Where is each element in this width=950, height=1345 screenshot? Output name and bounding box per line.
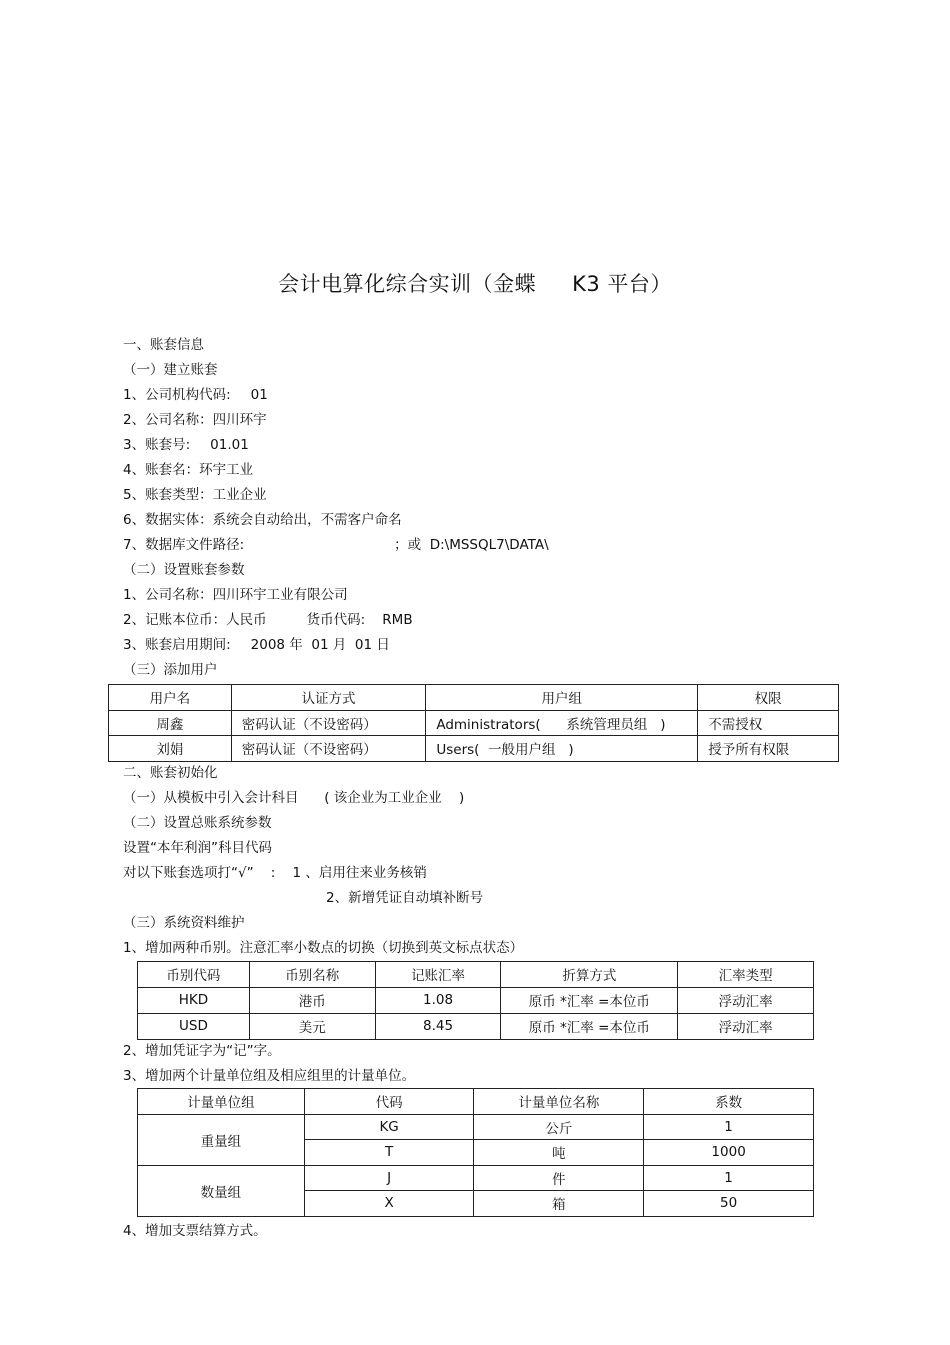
table-cell: 原币 *汇率 =本位币 (501, 1013, 678, 1039)
users-table (108, 684, 839, 762)
check-instruction: 4、增加支票结算方式。 (123, 1223, 267, 1239)
header-cell: 折算方式 (501, 962, 678, 988)
group-cell: 数量组 (138, 1165, 305, 1216)
subsection-2-3: （三）系统资料维护 (123, 915, 245, 931)
table-cell: 密码认证（不设密码） (231, 736, 426, 762)
options-line-2: 2、新增凭证自动填补断号 (326, 890, 484, 906)
table-cell: 8.45 (375, 1013, 501, 1039)
title-part-a: 会计电算化综合实训（金蝶 (278, 272, 537, 296)
unit-instruction: 3、增加两个计量单位组及相应组里的计量单位。 (123, 1068, 416, 1084)
header-cell: 汇率类型 (678, 962, 814, 988)
table-cell: 原币 *汇率 =本位币 (501, 987, 678, 1013)
header-cell: 用户名 (109, 685, 232, 711)
account-name-line: 4、账套名：环宇工业 (123, 462, 254, 478)
table-cell: 美元 (249, 1013, 375, 1039)
table-cell: USD (138, 1013, 250, 1039)
table-cell: 浮动汇率 (678, 1013, 814, 1039)
table-cell: 箱 (474, 1191, 644, 1217)
header-cell: 计量单位组 (138, 1089, 305, 1115)
account-no-line: 3、账套号: 01.01 (123, 437, 249, 453)
table-cell: 1 (644, 1114, 814, 1140)
table-cell: 吨 (474, 1140, 644, 1166)
table-row (138, 987, 814, 1013)
unit-table (137, 1088, 814, 1217)
table-cell: 授予所有权限 (698, 736, 839, 762)
currency-instruction: 1、增加两种币别。注意汇率小数点的切换（切换到英文标点状态） (123, 940, 524, 956)
subsection-1-3: （三）添加用户 (123, 662, 218, 678)
table-cell: 50 (644, 1191, 814, 1217)
table-cell: 件 (474, 1165, 644, 1191)
title-part-b: K3 平台） (572, 272, 672, 296)
subsection-2-1: （一）从模板中引入会计科目 ( 该企业为工业企业 ) (123, 790, 465, 806)
start-period-line: 3、账套启用期间: 2008 年 01 月 01 日 (123, 637, 390, 653)
table-cell: 周鑫 (109, 710, 232, 736)
header-cell: 系数 (644, 1089, 814, 1115)
header-cell: 币别名称 (249, 962, 375, 988)
table-cell: 不需授权 (698, 710, 839, 736)
table-row (109, 736, 839, 762)
table-row (138, 1165, 814, 1191)
header-cell: 币别代码 (138, 962, 250, 988)
table-cell: 浮动汇率 (678, 987, 814, 1013)
options-line: 对以下账套选项打“√” : 1 、启用往来业务核销 (123, 865, 427, 881)
table-cell: Administrators( 系统管理员组 ) (426, 710, 698, 736)
table-cell: Users( 一般用户组 ) (426, 736, 698, 762)
header-cell: 计量单位名称 (474, 1089, 644, 1115)
table-row (138, 1013, 814, 1039)
header-cell: 权限 (698, 685, 839, 711)
table-cell: 1000 (644, 1140, 814, 1166)
table-header-row (138, 962, 814, 988)
header-cell: 用户组 (426, 685, 698, 711)
table-cell: 刘娟 (109, 736, 232, 762)
table-cell: HKD (138, 987, 250, 1013)
table-header-row (109, 685, 839, 711)
table-cell: 密码认证（不设密码） (231, 710, 426, 736)
table-cell: X (304, 1191, 474, 1217)
full-company-name-line: 1、公司名称：四川环宇工业有限公司 (123, 587, 348, 603)
table-cell: 港币 (249, 987, 375, 1013)
section-1-heading: 一、账套信息 (123, 337, 204, 353)
group-cell: 重量组 (138, 1114, 305, 1165)
account-type-line: 5、账套类型：工业企业 (123, 487, 267, 503)
table-row (109, 710, 839, 736)
org-code-line: 1、公司机构代码: 01 (123, 387, 268, 403)
table-cell: 1.08 (375, 987, 501, 1013)
table-header-row (138, 1089, 814, 1115)
table-cell: KG (304, 1114, 474, 1140)
base-currency-line: 2、记账本位币：人民币 货币代码: RMB (123, 612, 413, 628)
table-cell: 公斤 (474, 1114, 644, 1140)
header-cell: 认证方式 (231, 685, 426, 711)
section-2-heading: 二、账套初始化 (123, 765, 218, 781)
header-cell: 记账汇率 (375, 962, 501, 988)
voucher-instruction: 2、增加凭证字为“记”字。 (123, 1043, 281, 1059)
header-cell: 代码 (304, 1089, 474, 1115)
subsection-1-1: （一）建立账套 (123, 362, 218, 378)
subsection-2-2: （二）设置总账系统参数 (123, 815, 272, 831)
table-cell: 1 (644, 1165, 814, 1191)
profit-code-line: 设置“本年利润”科目代码 (123, 840, 272, 856)
table-row (138, 1114, 814, 1140)
page-title (0, 268, 950, 298)
table-cell: T (304, 1140, 474, 1166)
currency-table (137, 961, 814, 1040)
db-path-line: 7、数据库文件路径: ；或 D:\MSSQL7\DATA\ (123, 537, 549, 553)
table-cell: J (304, 1165, 474, 1191)
company-name-line: 2、公司名称：四川环宇 (123, 412, 267, 428)
data-entity-line: 6、数据实体：系统会自动给出，不需客户命名 (123, 512, 402, 528)
subsection-1-2: （二）设置账套参数 (123, 562, 245, 578)
